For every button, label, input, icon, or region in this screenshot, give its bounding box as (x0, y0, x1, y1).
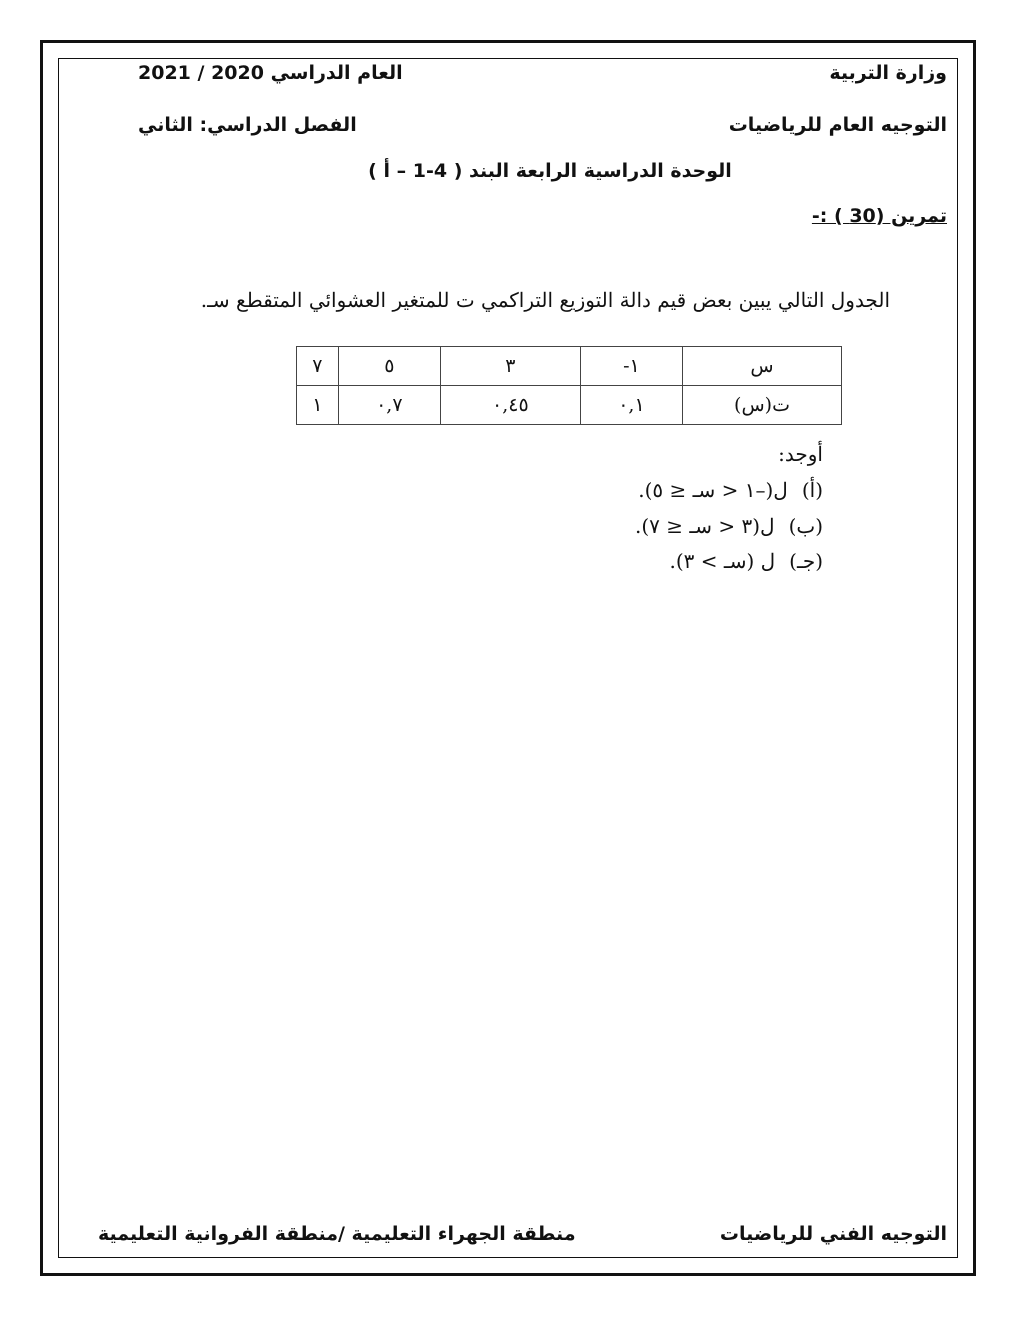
find-label: أوجد: (778, 442, 823, 466)
question-b (635, 514, 823, 538)
question-label: (أ) (801, 478, 823, 502)
exercise-title: تمرين (30 ) :- (811, 205, 947, 227)
question-text: ل(–١ < سـ ≤ ٥). (638, 478, 788, 502)
distribution-table (296, 346, 842, 425)
question-label: (ب) (788, 514, 823, 538)
table-row (297, 386, 842, 425)
table-row (297, 347, 842, 386)
problem-intro: الجدول التالي يبين بعض قيم دالة التوزيع التراكمي ت للمتغير العشوائي المتقطع سـ. (200, 288, 890, 312)
footer-regions: منطقة الجهراء التعليمية /منطقة الفروانية التعليمية (98, 1223, 576, 1245)
table-cell: ت(س) (683, 386, 842, 425)
table-cell: ٣ (440, 347, 580, 386)
question-text: ل (سـ > ٣). (669, 549, 776, 573)
table-cell: ١- (580, 347, 682, 386)
academic-year: العام الدراسي 2020 / 2021 (138, 62, 403, 84)
semester-label: الفصل الدراسي: الثاني (138, 114, 357, 136)
question-c (669, 549, 823, 573)
supervision-label: التوجيه العام للرياضيات (728, 114, 947, 136)
question-label: (جـ) (789, 549, 823, 573)
unit-title: الوحدة الدراسية الرابعة البند ( 4-1 – أ ) (368, 160, 732, 182)
question-text: ل(٣ < سـ ≤ ٧). (634, 514, 775, 538)
table-cell: ٠,٤٥ (440, 386, 580, 425)
ministry-label: وزارة التربية (829, 62, 947, 84)
table-cell: ٧ (297, 347, 339, 386)
page-inner-border (58, 58, 958, 1258)
table-cell: ٠,١ (580, 386, 682, 425)
question-a (638, 478, 823, 502)
table-cell: ٠,٧ (338, 386, 440, 425)
table-cell: س (683, 347, 842, 386)
footer-supervision: التوجيه الفني للرياضيات (719, 1223, 947, 1245)
table-cell: ١ (297, 386, 339, 425)
table-cell: ٥ (338, 347, 440, 386)
